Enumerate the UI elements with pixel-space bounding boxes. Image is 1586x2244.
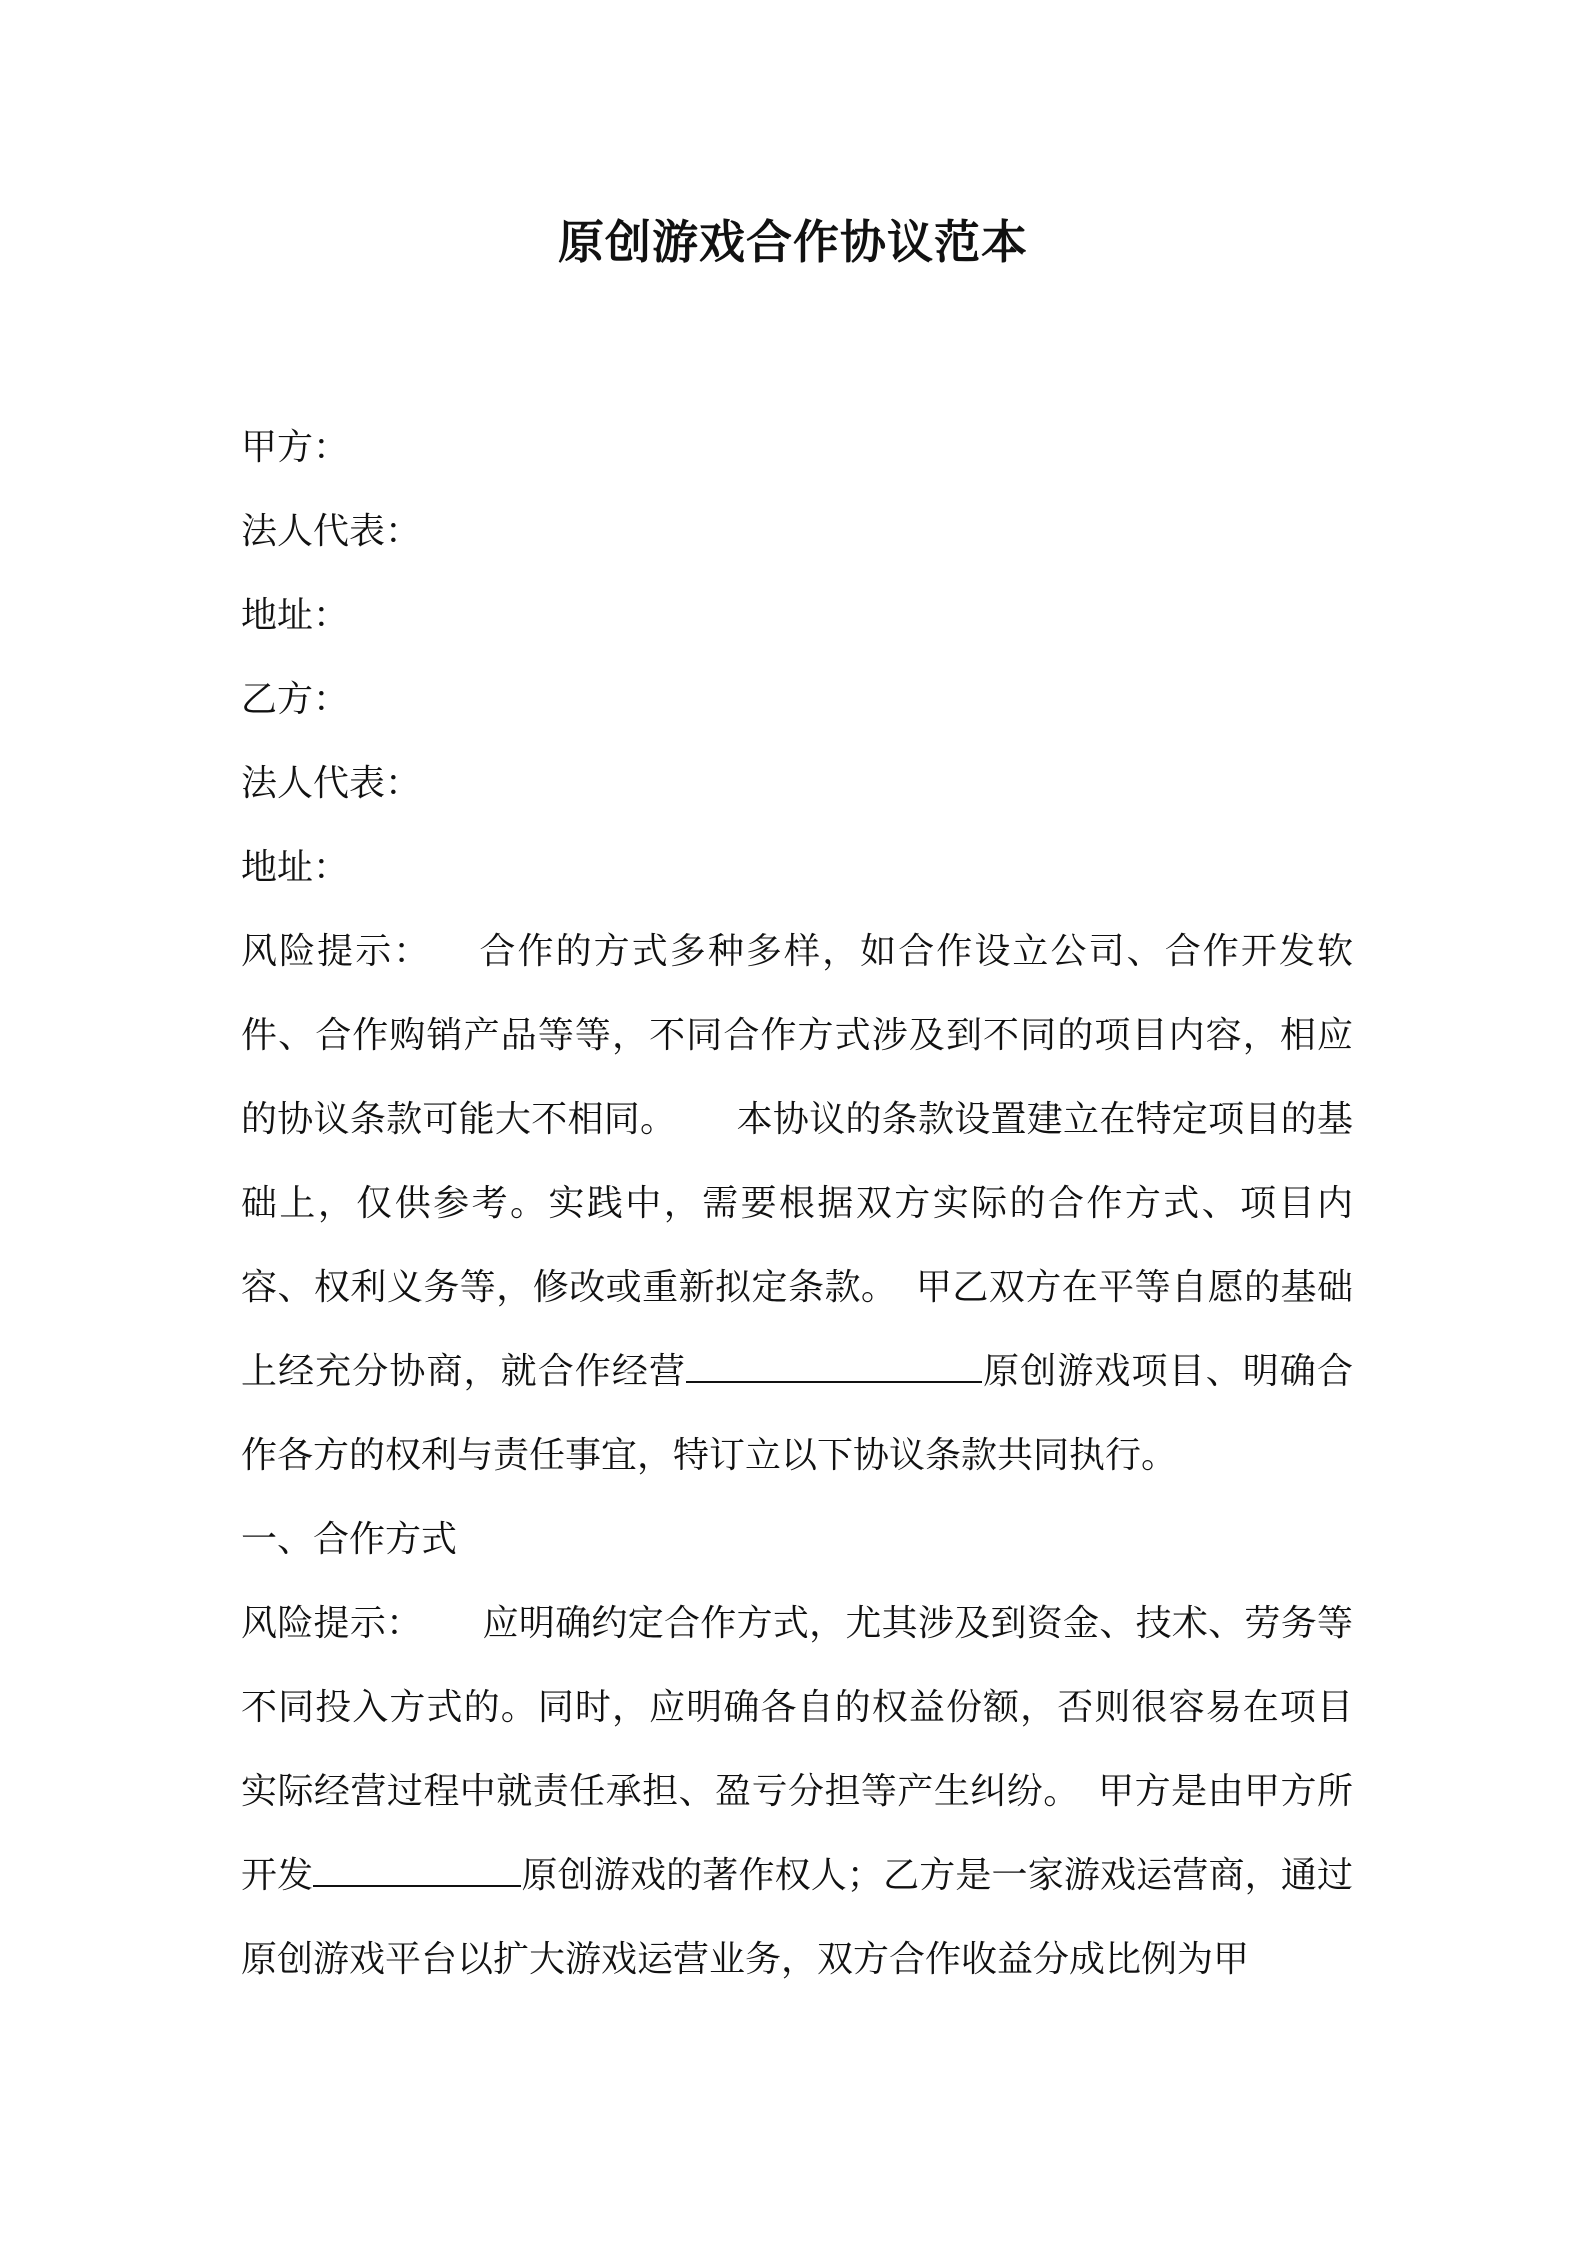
section-1-paragraph — [241, 1582, 1353, 2002]
section-1-heading: 一、合作方式 — [241, 1519, 458, 1560]
party-b-legal-rep-field: 法人代表： — [241, 763, 422, 804]
intro-text-2: 本协议的条款设置建立在特定项目的基础上，仅供参考。实践中，需要根据双方实际的合作方式、项目内容、权利义务等，修改或重新拟定条款。 — [241, 1099, 1353, 1308]
section-1-risk-label: 风险提示： — [241, 1603, 423, 1644]
section-1-text-1: 应明确约定合作方式，尤其涉及到资金、技术、劳务等不同投入方式的。同时，应明确各自的权益份额，否则很容易在项目实际经营过程中就责任承担、盈亏分担等产生纠纷。 — [241, 1603, 1353, 1812]
intro-text-3: 甲乙双方在平等自愿的基础上经充分协商，就合作经营 — [241, 1267, 1353, 1392]
intro-text-4: 原创游戏项目、明确合作各方的权利与责任事宜，特订立以下协议条款共同执行。 — [241, 1351, 1353, 1476]
section-1-text-3: 原创游戏的著作权人；乙方是一家游戏运营商，通过原创游戏平台以扩大游戏运营业务，双方合作收益分成比例为甲 — [241, 1855, 1353, 1980]
risk-label: 风险提示： — [241, 931, 432, 972]
party-a-field: 甲方： — [241, 427, 350, 468]
game-name-blank[interactable] — [313, 1855, 521, 1887]
party-a-legal-rep-field: 法人代表： — [241, 511, 422, 552]
document-title: 原创游戏合作协议范本 — [558, 215, 1028, 269]
party-b-address-field: 地址： — [241, 847, 350, 888]
intro-text-1: 合作的方式多种多样，如合作设立公司、合作开发软件、合作购销产品等等，不同合作方式涉及到不同的项目内容，相应的协议条款可能大不相同。 — [241, 931, 1353, 1140]
party-a-address-field: 地址： — [241, 595, 350, 636]
intro-paragraph — [241, 910, 1353, 1498]
project-name-blank[interactable] — [686, 1351, 982, 1383]
document-body — [241, 406, 1353, 2002]
party-b-field: 乙方： — [241, 679, 350, 720]
section-1-text-2: 甲方是由甲方所开发 — [241, 1771, 1353, 1896]
